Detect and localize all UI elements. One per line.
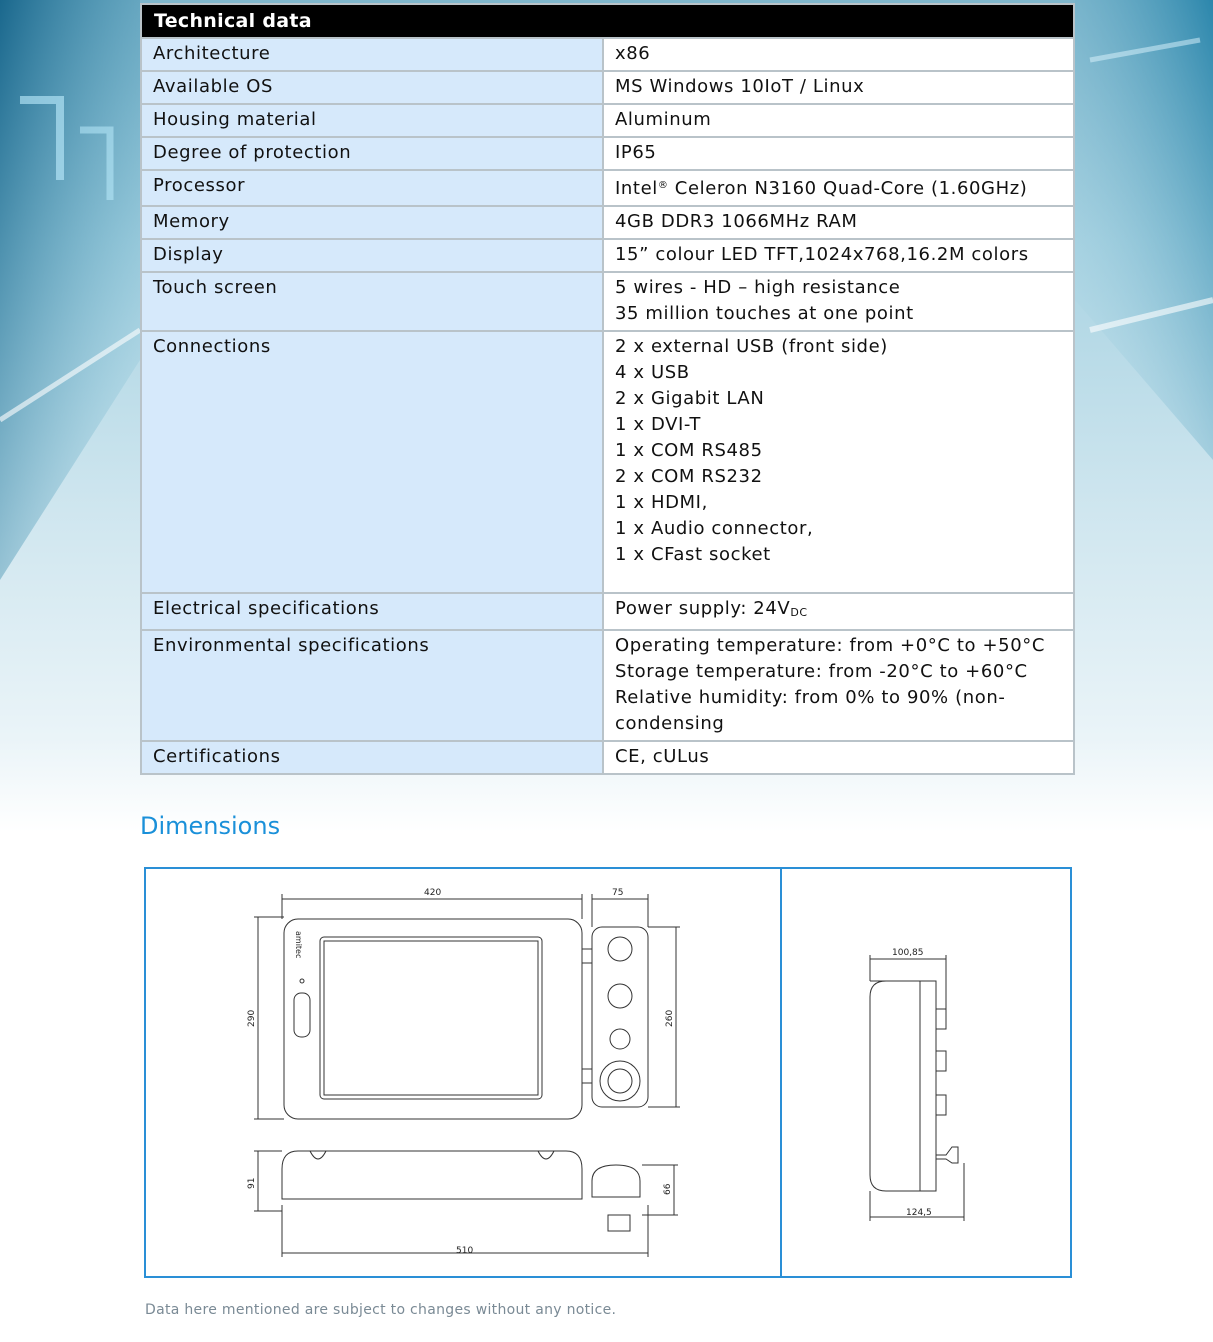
row-label: Degree of protection (141, 137, 603, 170)
row-label: Certifications (141, 741, 603, 774)
row-label: Processor (141, 170, 603, 206)
dimension-label: 100,85 (892, 948, 924, 958)
row-value: x86 (603, 38, 1074, 71)
table-row (141, 170, 1074, 206)
disclaimer-note: Data here mentioned are subject to changes without any notice. (145, 1302, 617, 1318)
table-row (141, 38, 1074, 71)
value-line: 4 x USB (615, 362, 690, 383)
value-line: 1 x CFast socket (615, 544, 771, 565)
dimensions-heading: Dimensions (140, 812, 281, 840)
brand-logo-text: amitec (294, 931, 303, 959)
usb-port-icon (294, 993, 310, 1037)
row-label: Environmental specifications (141, 630, 603, 741)
table-row (141, 593, 1074, 630)
row-value (603, 630, 1074, 741)
row-value (603, 331, 1074, 593)
row-value (603, 170, 1074, 206)
table-row (141, 272, 1074, 331)
side-button-icon (610, 1029, 630, 1049)
processor-brand: Intel (615, 178, 658, 199)
row-label: Available OS (141, 71, 603, 104)
table-row (141, 239, 1074, 272)
value-line: Storage temperature: from -20°C to +60°C (615, 661, 1028, 682)
row-value: MS Windows 10IoT / Linux (603, 71, 1074, 104)
value-line: 1 x HDMI, (615, 492, 708, 513)
value-line: 1 x Audio connector, (615, 518, 814, 539)
row-label: Electrical specifications (141, 593, 603, 630)
table-row (141, 206, 1074, 239)
value-line: Relative humidity: from 0% to 90% (non- (615, 687, 1006, 708)
screen-inner (324, 941, 538, 1095)
dc-subscript: DC (790, 606, 808, 619)
value-line: 1 x COM RS485 (615, 440, 763, 461)
side-knob-icon (600, 1061, 640, 1101)
table-row (141, 137, 1074, 170)
power-supply-text: Power supply: 24V (615, 598, 791, 619)
row-value (603, 272, 1074, 331)
dimensions-drawing (144, 867, 1072, 1278)
row-label: Architecture (141, 38, 603, 71)
screen-outline (320, 937, 542, 1099)
technical-data-table (140, 3, 1075, 775)
dimension-label: 260 (665, 1009, 675, 1027)
row-value: 15” colour LED TFT,1024x768,16.2M colors (603, 239, 1074, 272)
row-label: Display (141, 239, 603, 272)
dimension-label: 66 (663, 1183, 673, 1195)
value-line: 2 x COM RS232 (615, 466, 763, 487)
row-label: Housing material (141, 104, 603, 137)
table-row (141, 630, 1074, 741)
connector-stub (608, 1215, 630, 1231)
side-button-icon (608, 937, 632, 961)
dimension-label: 91 (247, 1177, 257, 1189)
value-line: Operating temperature: from +0°C to +50°C (615, 635, 1046, 656)
value-line: 5 wires - HD – high resistance (615, 277, 901, 298)
table-row (141, 741, 1074, 774)
profile-button (936, 1095, 946, 1115)
bottom-view-outline (282, 1151, 582, 1199)
profile-connector (936, 1147, 958, 1163)
value-line: 35 million touches at one point (615, 303, 914, 324)
side-knob-icon (608, 1069, 632, 1093)
row-value: 4GB DDR3 1066MHz RAM (603, 206, 1074, 239)
value-line: 2 x Gigabit LAN (615, 388, 765, 409)
table-row (141, 331, 1074, 593)
row-value: IP65 (603, 137, 1074, 170)
row-value: CE, cULus (603, 741, 1074, 774)
value-line: 2 x external USB (front side) (615, 336, 888, 357)
row-label: Connections (141, 331, 603, 593)
dimension-label: 290 (247, 1009, 257, 1027)
row-value (603, 593, 1074, 630)
table-row (141, 71, 1074, 104)
dimension-label: 510 (456, 1246, 474, 1256)
side-button-icon (608, 984, 632, 1008)
dimension-label: 75 (612, 888, 624, 898)
drawing-divider (780, 869, 782, 1276)
registered-mark: ® (657, 180, 669, 191)
row-label: Memory (141, 206, 603, 239)
row-value: Aluminum (603, 104, 1074, 137)
dimension-label: 420 (424, 888, 442, 898)
value-line: 1 x DVI-T (615, 414, 701, 435)
bottom-knob-outline (592, 1165, 640, 1197)
profile-button (936, 1009, 946, 1029)
front-panel-outline (284, 919, 582, 1119)
profile-outline (870, 981, 936, 1191)
technical-drawing (146, 869, 1070, 1276)
dimension-label: 124,5 (906, 1208, 932, 1218)
profile-button (936, 1051, 946, 1071)
processor-model: Celeron N3160 Quad-Core (1.60GHz) (668, 178, 1028, 199)
led-indicator (300, 979, 304, 983)
row-label: Touch screen (141, 272, 603, 331)
table-title: Technical data (141, 4, 1074, 38)
table-row (141, 104, 1074, 137)
value-line: condensing (615, 713, 725, 734)
